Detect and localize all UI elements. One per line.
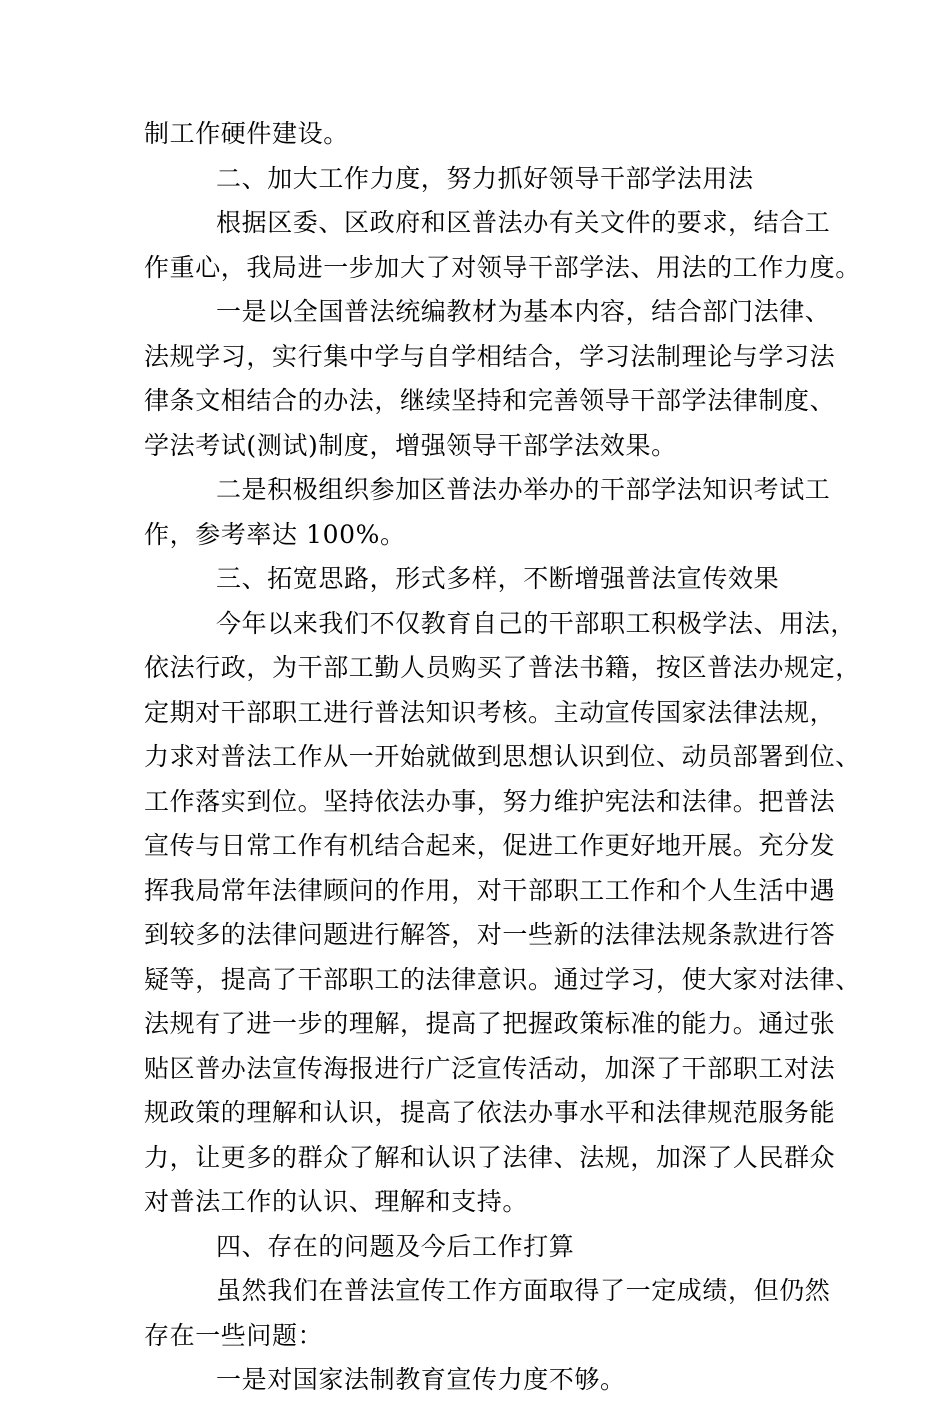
- paragraph-line: 依法行政，为干部工勤人员购买了普法书籍，按区普法办规定，: [144, 653, 861, 682]
- paragraph-line: 挥我局常年法律顾问的作用，对干部职工工作和个人生活中遇: [144, 875, 836, 905]
- section-heading: 二、加大工作力度，努力抓好领导干部学法用法: [216, 163, 754, 193]
- paragraph-line: 定期对干部职工进行普法知识考核。主动宣传国家法律法规，: [144, 697, 836, 727]
- paragraph-line: 宣传与日常工作有机结合起来，促进工作更好地开展。充分发: [144, 831, 836, 860]
- paragraph-line: 二是积极组织参加区普法办举办的干部学法知识考试工: [216, 475, 831, 504]
- paragraph-line: 力求对普法工作从一开始就做到思想认识到位、动员部署到位、: [144, 742, 861, 771]
- paragraph-line: 根据区委、区政府和区普法办有关文件的要求，结合工: [216, 208, 831, 237]
- paragraph-line: 律条文相结合的办法，继续坚持和完善领导干部学法律制度、: [144, 386, 836, 415]
- paragraph-line: 学法考试(测试)制度，增强领导干部学法效果。: [144, 430, 677, 460]
- paragraph-line: 疑等，提高了干部职工的法律意识。通过学习，使大家对法律、: [144, 964, 861, 994]
- paragraph-line: 到较多的法律问题进行解答，对一些新的法律法规条款进行答: [144, 920, 836, 949]
- section-heading: 三、拓宽思路，形式多样，不断增强普法宣传效果: [216, 564, 780, 593]
- paragraph-line: 对普法工作的认识、理解和支持。: [144, 1187, 529, 1216]
- paragraph-line: 一是以全国普法统编教材为基本内容，结合部门法律、: [216, 297, 831, 326]
- paragraph-line: 法规学习，实行集中学与自学相结合，学习法制理论与学习法: [144, 341, 836, 371]
- paragraph-line: 力，让更多的群众了解和认识了法律、法规，加深了人民群众: [144, 1142, 836, 1172]
- paragraph-line: 作，参考率达 100%。: [144, 519, 406, 549]
- document-body: [144, 112, 861, 1403]
- paragraph-line: 法规有了进一步的理解，提高了把握政策标准的能力。通过张: [144, 1009, 836, 1038]
- paragraph-line: 作重心，我局进一步加大了对领导干部学法、用法的工作力度。: [144, 252, 861, 282]
- paragraph-line: 贴区普办法宣传海报进行广泛宣传活动，加深了干部职工对法: [144, 1053, 836, 1083]
- paragraph-line: 一是对国家法制教育宣传力度不够。: [216, 1365, 626, 1394]
- section-heading: 四、存在的问题及今后工作打算: [216, 1231, 575, 1261]
- paragraph-line: 规政策的理解和认识，提高了依法办事水平和法律规范服务能: [144, 1098, 836, 1127]
- paragraph-line: 工作落实到位。坚持依法办事，努力维护宪法和法律。把普法: [144, 786, 836, 816]
- paragraph-line: 虽然我们在普法宣传工作方面取得了一定成绩，但仍然: [216, 1276, 831, 1305]
- paragraph-line: 存在一些问题：: [144, 1320, 324, 1350]
- paragraph-line: 今年以来我们不仅教育自己的干部职工积极学法、用法，: [216, 608, 857, 638]
- paragraph-line: 制工作硬件建设。: [144, 119, 349, 148]
